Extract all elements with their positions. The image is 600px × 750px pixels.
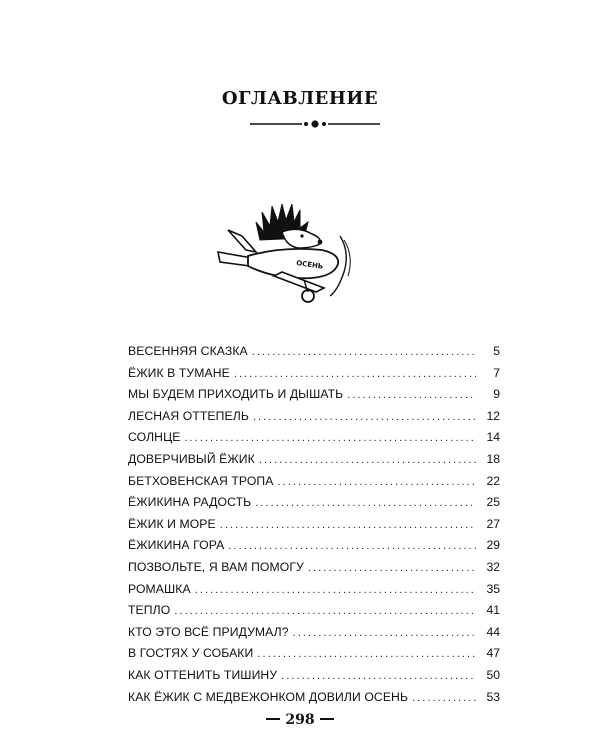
toc-entry-page: 14 [486,430,500,445]
toc-entry[interactable] [128,690,500,712]
toc-entry[interactable] [128,344,500,366]
toc-entry-title: ДОВЕРЧИВЫЙ ЁЖИК [128,451,255,466]
toc-entry-page: 35 [486,581,500,596]
toc-entry-page: 22 [486,473,500,488]
toc-entry-page: 12 [486,408,500,423]
toc-entry-page: 41 [486,603,500,618]
toc-entry[interactable] [128,560,500,582]
toc-leader-dots [412,692,476,704]
toc-entry-title: КАК ОТТЕНИТЬ ТИШИНУ [128,667,278,682]
hedgehog-airplane-illustration [212,192,372,322]
toc-leader-dots [252,346,476,358]
toc-entry[interactable] [128,668,500,690]
toc-entry[interactable] [128,474,500,496]
toc-entry[interactable] [128,366,500,388]
toc-entry-title: ЁЖИКИНА РАДОСТЬ [128,495,252,510]
toc-leader-dots [347,389,476,401]
toc-entry-page: 7 [493,365,500,380]
toc-entry[interactable] [128,430,500,452]
toc-entry[interactable] [128,409,500,431]
toc-leader-dots [259,454,476,466]
toc-entry[interactable] [128,582,500,604]
dash-right-icon [320,718,334,720]
toc-leader-dots [255,497,476,509]
toc-entry-page: 29 [486,538,500,553]
toc-entry-title: ЁЖИКИНА ГОРА [128,538,225,553]
toc-entry-title: ПОЗВОЛЬТЕ, Я ВАМ ПОМОГУ [128,559,304,574]
toc-entry-title: СОЛНЦЕ [128,430,181,445]
toc-entry-page: 32 [486,559,500,574]
table-of-contents [128,344,500,711]
toc-entry-page: 44 [486,624,500,639]
toc-entry-title: КАК ЁЖИК С МЕДВЕЖОНКОМ ДОВИЛИ ОСЕНЬ [128,689,409,704]
toc-leader-dots [195,584,476,596]
toc-leader-dots [281,670,476,682]
toc-entry-title: БЕТХОВЕНСКАЯ ТРОПА [128,473,274,488]
toc-entry-title: ВЕСЕННЯЯ СКАЗКА [128,344,248,358]
toc-leader-dots [278,476,476,488]
toc-entry[interactable] [128,538,500,560]
page-number [0,712,600,728]
toc-entry[interactable] [128,603,500,625]
toc-leader-dots [228,540,476,552]
toc-leader-dots [220,519,476,531]
dash-left-icon [266,718,280,720]
toc-entry-page: 50 [486,667,500,682]
toc-entry[interactable] [128,625,500,647]
toc-entry-page: 27 [486,516,500,531]
toc-leader-dots [308,562,476,574]
toc-entry-title: КТО ЭТО ВСЁ ПРИДУМАЛ? [128,624,289,639]
toc-entry-title: ЛЕСНАЯ ОТТЕПЕЛЬ [128,408,249,423]
toc-leader-dots [257,648,476,660]
toc-entry[interactable] [128,387,500,409]
toc-entry-page: 53 [486,689,500,704]
toc-entry-title: В ГОСТЯХ У СОБАКИ [128,646,254,661]
toc-entry-page: 47 [486,646,500,661]
toc-entry-page: 18 [486,451,500,466]
toc-leader-dots [174,605,476,617]
toc-leader-dots [234,368,476,380]
toc-entry-page: 5 [493,344,500,358]
toc-leader-dots [293,627,476,639]
page-number-value: 298 [285,712,315,728]
toc-leader-dots [184,432,476,444]
toc-entry-title: РОМАШКА [128,581,191,596]
toc-entry-title: МЫ БУДЕМ ПРИХОДИТЬ И ДЫШАТЬ [128,387,344,402]
toc-entry[interactable] [128,646,500,668]
toc-entry[interactable] [128,517,500,539]
toc-entry-title: ЁЖИК В ТУМАНЕ [128,365,230,380]
toc-entry-page: 9 [493,387,500,402]
toc-entry-title: ЁЖИК И МОРЕ [128,516,216,531]
ornament-divider-icon [250,117,380,131]
plane-label: ОСЕНЬ [295,259,324,271]
toc-entry[interactable] [128,452,500,474]
toc-leader-dots [253,411,476,423]
page-title: ОГЛАВЛЕНИЕ [221,88,379,109]
toc-entry-title: ТЕПЛО [128,603,171,618]
toc-entry-page: 25 [486,495,500,510]
toc-entry[interactable] [128,495,500,517]
